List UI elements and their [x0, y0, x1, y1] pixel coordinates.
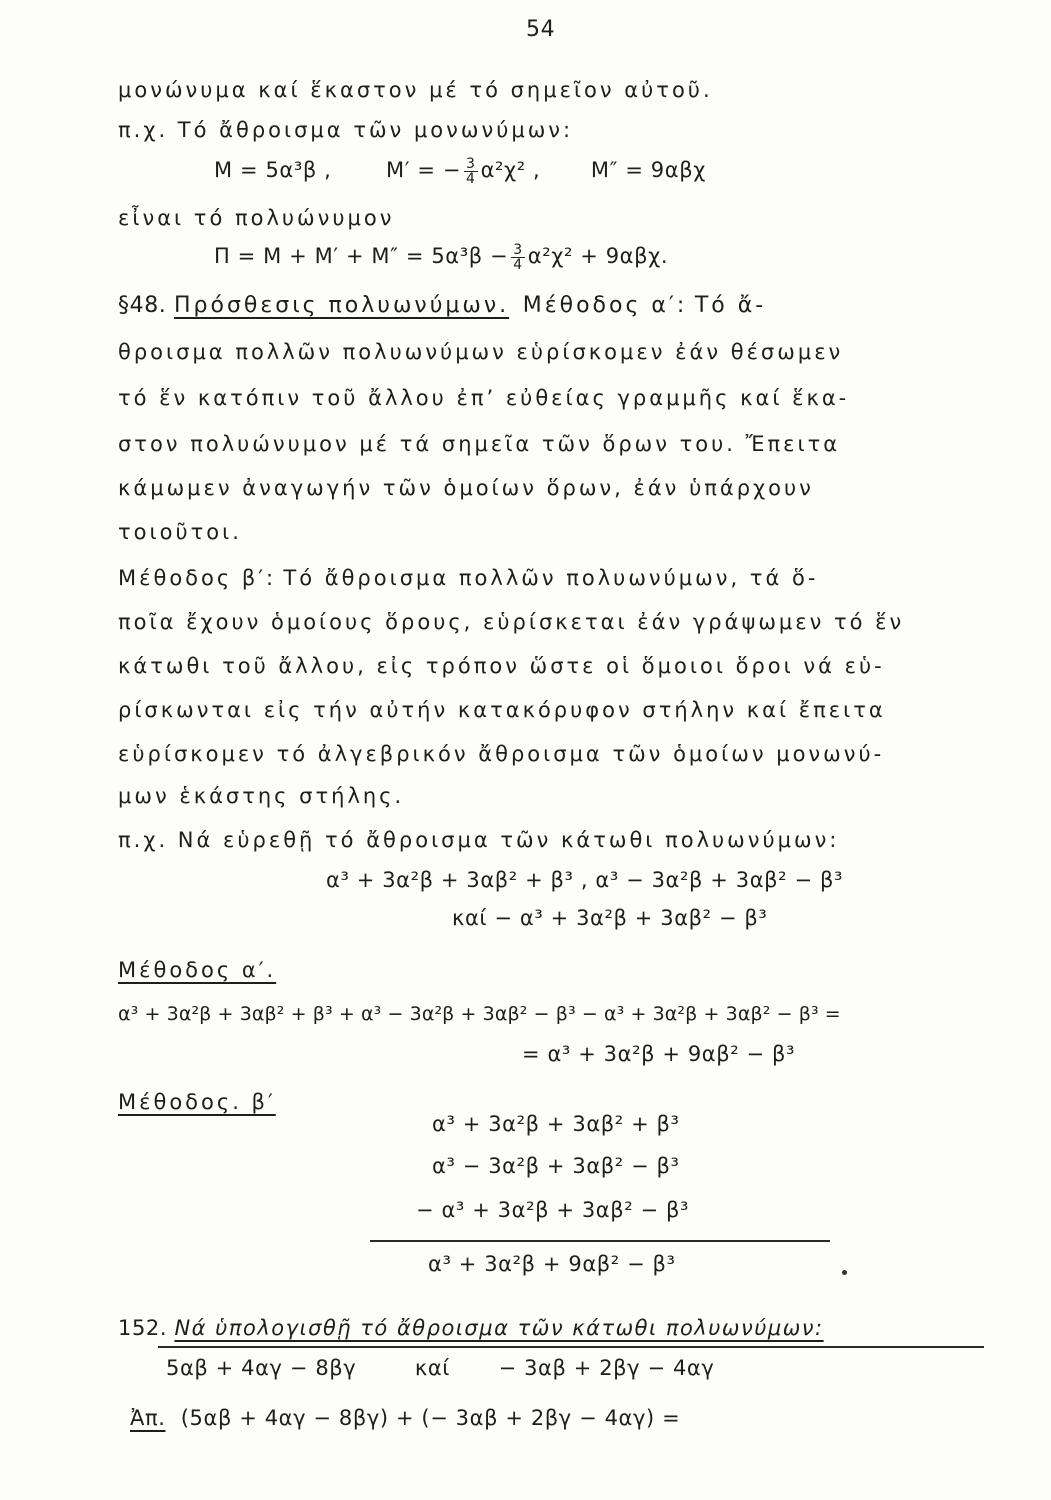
column-row-2: α³ − 3α²β + 3αβ² − β³ — [432, 1154, 680, 1178]
answer-expression: (5αβ + 4αγ − 8βγ) + (− 3αβ + 2βγ − 4αγ) = — [180, 1406, 681, 1430]
column-result: α³ + 3α²β + 9αβ² − β³ — [428, 1252, 676, 1276]
intro-line-1: μονώνυμα καί ἕκαστον μέ τό σημεῖον αὐτοῦ. — [118, 78, 713, 102]
section-heading: Πρόσθεσις πολυωνύμων. — [173, 293, 510, 318]
method-a-line-2: θροισμα πολλῶν πολυωνύμων εὑρίσκομεν ἐάν θέσωμεν — [118, 340, 844, 364]
exercise-poly-2: − 3αβ + 2βγ − 4αγ — [498, 1356, 715, 1380]
column-row-1: α³ + 3α²β + 3αβ² + β³ — [432, 1112, 680, 1136]
exercise-answer-line — [130, 1404, 680, 1432]
method-b-line-6: μων ἑκάστης στήλης. — [118, 784, 405, 808]
method-b-line-3: κάτωθι τοῦ ἄλλου, εἰς τρόπον ὥστε οἱ ὅμοιοι ὅροι νά εὑ- — [118, 654, 885, 678]
exercise-prompt: Νά ὑπολογισθῇ τό ἄθροισμα τῶν κάτωθι πολυωνύμων: — [174, 1316, 824, 1340]
column-row-3: − α³ + 3α²β + 3αβ² − β³ — [416, 1198, 690, 1222]
exercise-poly-1: 5αβ + 4αγ − 8βγ — [166, 1356, 357, 1380]
monomial-m-prime-pre: Μ′ = − — [386, 158, 462, 182]
example-polynomials-2: καί − α³ + 3α²β + 3αβ² − β³ — [452, 906, 768, 930]
method-a-label: Μέθοδος α′: — [522, 293, 688, 318]
method-b-label: Μέθοδος β′: — [118, 566, 277, 590]
column-result-period — [842, 1270, 847, 1275]
method-a-expression: α³ + 3α²β + 3αβ² + β³ + α³ − 3α²β + 3αβ² − β³ − α³ + 3α²β + 3αβ² − β³ = — [118, 1003, 841, 1025]
monomial-m-prime-post: α²χ² , — [480, 158, 541, 182]
polynomial-sum-pre: Π = Μ + Μ′ + Μ″ = 5α³β − — [214, 244, 509, 268]
page-number: 54 — [526, 17, 556, 42]
answer-label: Ἀπ. — [130, 1406, 166, 1430]
method-b-line-2: ποῖα ἔχουν ὁμοίους ὅρους, εὑρίσκεται ἐάν γράψωμεν τό ἕν — [118, 610, 905, 634]
example-intro: π.χ. Νά εὑρεθῇ τό ἄθροισμα τῶν κάτωθι πολυωνύμων: — [118, 828, 840, 852]
exercise-polynomials — [166, 1354, 714, 1382]
sum-rule — [370, 1240, 830, 1242]
section-48-heading-line — [118, 292, 766, 320]
fraction-three-quarters: $\frac{3}{4}$ — [466, 155, 476, 187]
example-polynomials-1: α³ + 3α²β + 3αβ² + β³ , α³ − 3α²β + 3αβ² − β³ — [326, 868, 843, 892]
exercise-152-line — [118, 1314, 824, 1342]
intro-line-4: εἶναι τό πολυώνυμον — [118, 206, 395, 230]
method-a-result: = α³ + 3α²β + 9αβ² − β³ — [522, 1042, 796, 1066]
polynomial-sum — [214, 242, 668, 272]
method-b-line-5: εὑρίσκομεν τό ἀλγεβρικόν ἄθροισμα τῶν ὁμοίων μονωνύ- — [118, 742, 885, 766]
method-a-title: Μέθοδος α′. — [118, 958, 277, 982]
monomial-m: Μ = 5α³β , — [214, 158, 332, 182]
monomial-m-double-prime: Μ″ = 9αβχ — [590, 158, 706, 182]
exercise-conjunction: καί — [414, 1356, 451, 1380]
method-a-line-4: στον πολυώνυμον μέ τά σημεῖα τῶν ὅρων του. Ἔπειτα — [118, 432, 841, 456]
method-b-line-4: ρίσκωνται εἰς τήν αὐτήν κατακόρυφον στήλην καί ἔπειτα — [118, 698, 886, 722]
intro-line-2: π.χ. Τό ἄθροισμα τῶν μονωνύμων: — [118, 118, 574, 142]
method-b-first-line — [118, 564, 818, 592]
section-number: §48. — [118, 293, 167, 318]
method-b-text-start: Τό ἄθροισμα πολλῶν πολυωνύμων, τά ὅ- — [283, 566, 819, 590]
exercise-number: 152. — [118, 1316, 168, 1340]
method-a-line-5: κάμωμεν ἀναγωγήν τῶν ὁμοίων ὅρων, ἐάν ὑπάρχουν — [118, 476, 814, 500]
method-a-line-3: τό ἕν κατόπιν τοῦ ἄλλου ἐπ’ εὐθείας γραμμῆς καί ἕκα- — [118, 386, 850, 410]
monomial-definitions — [214, 156, 706, 186]
method-b-title: Μέθοδος. β′ — [118, 1090, 276, 1114]
fraction-three-quarters-2: $\frac{3}{4}$ — [513, 241, 523, 273]
method-a-text-start: Τό ἄ- — [694, 293, 767, 318]
exercise-rule — [158, 1346, 984, 1348]
method-a-line-6: τοιοῦτοι. — [118, 520, 242, 544]
polynomial-sum-post: α²χ² + 9αβχ. — [527, 244, 669, 268]
